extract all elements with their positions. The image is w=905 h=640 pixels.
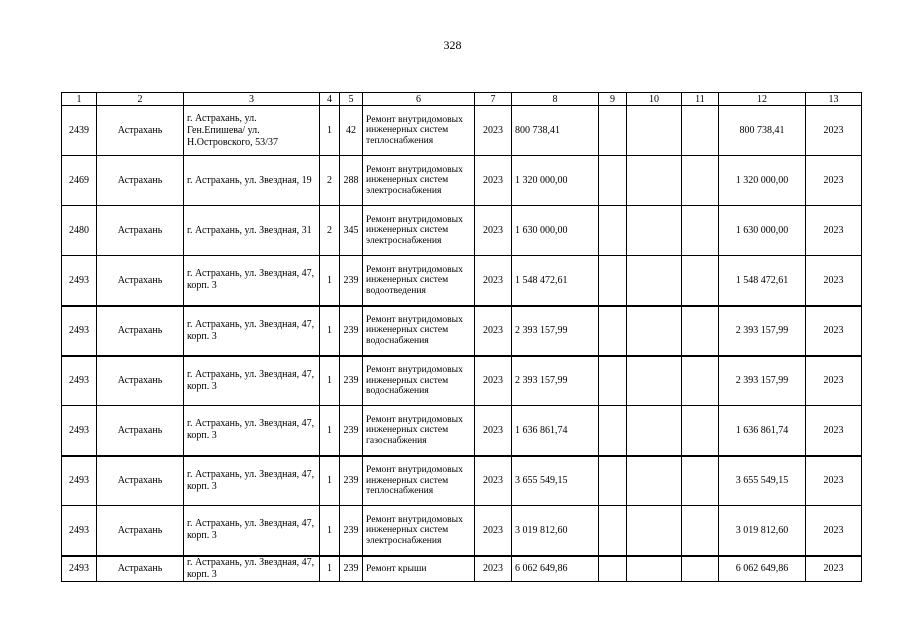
- column-header: 2: [97, 93, 184, 106]
- locality-cell: Астрахань: [97, 156, 184, 206]
- house-id-cell: 2493: [62, 506, 97, 556]
- extra-cell: [627, 106, 682, 156]
- year-cell: 2023: [475, 556, 512, 582]
- extra-cell: [627, 356, 682, 406]
- cost-cell: 1 548 472,61: [512, 256, 599, 306]
- cost-cell: 6 062 649,86: [512, 556, 599, 582]
- work-type-cell: Ремонт внутридомовых инженерных систем газоснабжения: [363, 406, 475, 456]
- house-id-cell: 2493: [62, 456, 97, 506]
- extra-cell: [682, 106, 719, 156]
- count-cell: 2: [320, 206, 340, 256]
- address-cell: г. Астрахань, ул. Звездная, 47, корп. 3: [184, 556, 320, 582]
- address-cell: г. Астрахань, ул. Звездная, 47, корп. 3: [184, 256, 320, 306]
- locality-cell: Астрахань: [97, 406, 184, 456]
- house-id-cell: 2480: [62, 206, 97, 256]
- extra-cell: [682, 306, 719, 356]
- extra-cell: [599, 356, 627, 406]
- address-cell: г. Астрахань, ул. Звездная, 47, корп. 3: [184, 406, 320, 456]
- column-header: 7: [475, 93, 512, 106]
- address-cell: г. Астрахань, ул. Звездная, 47, корп. 3: [184, 356, 320, 406]
- year-cell: 2023: [475, 356, 512, 406]
- column-header: 13: [806, 93, 862, 106]
- cost-cell: 1 636 861,74: [512, 406, 599, 456]
- number-cell: 239: [340, 356, 363, 406]
- extra-cell: [682, 456, 719, 506]
- extra-cell: [627, 306, 682, 356]
- number-cell: 239: [340, 256, 363, 306]
- work-type-cell: Ремонт внутридомовых инженерных систем электроснабжения: [363, 206, 475, 256]
- plan-year-cell: 2023: [806, 106, 862, 156]
- extra-cell: [682, 406, 719, 456]
- table-row: [62, 106, 862, 156]
- house-id-cell: 2469: [62, 156, 97, 206]
- extra-cell: [599, 456, 627, 506]
- work-type-cell: Ремонт внутридомовых инженерных систем электроснабжения: [363, 506, 475, 556]
- count-cell: 2: [320, 156, 340, 206]
- address-cell: г. Астрахань, ул. Звездная, 31: [184, 206, 320, 256]
- work-type-cell: Ремонт крыши: [363, 556, 475, 582]
- extra-cell: [682, 156, 719, 206]
- number-cell: 239: [340, 406, 363, 456]
- column-number-row: [62, 93, 862, 106]
- total-cost-cell: 3 655 549,15: [719, 456, 806, 506]
- extra-cell: [599, 556, 627, 582]
- column-header: 12: [719, 93, 806, 106]
- house-id-cell: 2493: [62, 556, 97, 582]
- extra-cell: [682, 256, 719, 306]
- extra-cell: [627, 456, 682, 506]
- table-row: [62, 306, 862, 356]
- column-header: 4: [320, 93, 340, 106]
- locality-cell: Астрахань: [97, 456, 184, 506]
- year-cell: 2023: [475, 306, 512, 356]
- number-cell: 239: [340, 306, 363, 356]
- locality-cell: Астрахань: [97, 506, 184, 556]
- table-row: [62, 456, 862, 506]
- year-cell: 2023: [475, 406, 512, 456]
- number-cell: 239: [340, 556, 363, 582]
- table-row: [62, 556, 862, 582]
- total-cost-cell: 1 636 861,74: [719, 406, 806, 456]
- extra-cell: [599, 106, 627, 156]
- extra-cell: [627, 206, 682, 256]
- number-cell: 42: [340, 106, 363, 156]
- house-id-cell: 2493: [62, 406, 97, 456]
- total-cost-cell: 1 630 000,00: [719, 206, 806, 256]
- house-id-cell: 2493: [62, 256, 97, 306]
- house-id-cell: 2439: [62, 106, 97, 156]
- locality-cell: Астрахань: [97, 256, 184, 306]
- year-cell: 2023: [475, 256, 512, 306]
- count-cell: 1: [320, 356, 340, 406]
- total-cost-cell: 2 393 157,99: [719, 306, 806, 356]
- address-cell: г. Астрахань, ул. Звездная, 47, корп. 3: [184, 506, 320, 556]
- total-cost-cell: 6 062 649,86: [719, 556, 806, 582]
- extra-cell: [627, 556, 682, 582]
- extra-cell: [599, 506, 627, 556]
- cost-cell: 3 655 549,15: [512, 456, 599, 506]
- table-row: [62, 506, 862, 556]
- address-cell: г. Астрахань, ул. Звездная, 47, корп. 3: [184, 456, 320, 506]
- count-cell: 1: [320, 306, 340, 356]
- cost-cell: 800 738,41: [512, 106, 599, 156]
- cost-cell: 1 320 000,00: [512, 156, 599, 206]
- column-header: 5: [340, 93, 363, 106]
- table-row: [62, 206, 862, 256]
- number-cell: 239: [340, 456, 363, 506]
- cost-cell: 2 393 157,99: [512, 306, 599, 356]
- total-cost-cell: 1 548 472,61: [719, 256, 806, 306]
- plan-year-cell: 2023: [806, 406, 862, 456]
- column-header: 6: [363, 93, 475, 106]
- house-id-cell: 2493: [62, 356, 97, 406]
- count-cell: 1: [320, 456, 340, 506]
- total-cost-cell: 1 320 000,00: [719, 156, 806, 206]
- column-header: 8: [512, 93, 599, 106]
- total-cost-cell: 800 738,41: [719, 106, 806, 156]
- register-table: [61, 92, 862, 582]
- work-type-cell: Ремонт внутридомовых инженерных систем водоотведения: [363, 256, 475, 306]
- work-type-cell: Ремонт внутридомовых инженерных систем водоснабжения: [363, 306, 475, 356]
- count-cell: 1: [320, 106, 340, 156]
- locality-cell: Астрахань: [97, 306, 184, 356]
- total-cost-cell: 2 393 157,99: [719, 356, 806, 406]
- total-cost-cell: 3 019 812,60: [719, 506, 806, 556]
- extra-cell: [682, 356, 719, 406]
- extra-cell: [627, 256, 682, 306]
- extra-cell: [627, 406, 682, 456]
- plan-year-cell: 2023: [806, 306, 862, 356]
- count-cell: 1: [320, 506, 340, 556]
- number-cell: 345: [340, 206, 363, 256]
- work-type-cell: Ремонт внутридомовых инженерных систем теплоснабжения: [363, 456, 475, 506]
- column-header: 10: [627, 93, 682, 106]
- address-cell: г. Астрахань, ул. Звездная, 19: [184, 156, 320, 206]
- locality-cell: Астрахань: [97, 556, 184, 582]
- locality-cell: Астрахань: [97, 106, 184, 156]
- plan-year-cell: 2023: [806, 556, 862, 582]
- column-header: 9: [599, 93, 627, 106]
- year-cell: 2023: [475, 106, 512, 156]
- year-cell: 2023: [475, 206, 512, 256]
- extra-cell: [627, 506, 682, 556]
- column-header: 11: [682, 93, 719, 106]
- table-row: [62, 406, 862, 456]
- extra-cell: [599, 156, 627, 206]
- plan-year-cell: 2023: [806, 506, 862, 556]
- column-header: 3: [184, 93, 320, 106]
- extra-cell: [627, 156, 682, 206]
- number-cell: 239: [340, 506, 363, 556]
- work-type-cell: Ремонт внутридомовых инженерных систем водоснабжения: [363, 356, 475, 406]
- extra-cell: [599, 206, 627, 256]
- address-cell: г. Астрахань, ул. Звездная, 47, корп. 3: [184, 306, 320, 356]
- extra-cell: [599, 256, 627, 306]
- page-number: 328: [443, 38, 462, 52]
- count-cell: 1: [320, 406, 340, 456]
- plan-year-cell: 2023: [806, 456, 862, 506]
- extra-cell: [682, 506, 719, 556]
- number-cell: 288: [340, 156, 363, 206]
- work-type-cell: Ремонт внутридомовых инженерных систем теплоснабжения: [363, 106, 475, 156]
- extra-cell: [599, 306, 627, 356]
- year-cell: 2023: [475, 506, 512, 556]
- cost-cell: 2 393 157,99: [512, 356, 599, 406]
- cost-cell: 1 630 000,00: [512, 206, 599, 256]
- year-cell: 2023: [475, 456, 512, 506]
- locality-cell: Астрахань: [97, 356, 184, 406]
- work-type-cell: Ремонт внутридомовых инженерных систем электроснабжения: [363, 156, 475, 206]
- count-cell: 1: [320, 556, 340, 582]
- table-row: [62, 356, 862, 406]
- column-header: 1: [62, 93, 97, 106]
- locality-cell: Астрахань: [97, 206, 184, 256]
- plan-year-cell: 2023: [806, 156, 862, 206]
- table-row: [62, 156, 862, 206]
- extra-cell: [682, 206, 719, 256]
- plan-year-cell: 2023: [806, 356, 862, 406]
- extra-cell: [599, 406, 627, 456]
- extra-cell: [682, 556, 719, 582]
- table-row: [62, 256, 862, 306]
- plan-year-cell: 2023: [806, 206, 862, 256]
- address-cell: г. Астрахань, ул. Ген.Епишева/ ул. Н.Островского, 53/37: [184, 106, 320, 156]
- plan-year-cell: 2023: [806, 256, 862, 306]
- cost-cell: 3 019 812,60: [512, 506, 599, 556]
- year-cell: 2023: [475, 156, 512, 206]
- count-cell: 1: [320, 256, 340, 306]
- house-id-cell: 2493: [62, 306, 97, 356]
